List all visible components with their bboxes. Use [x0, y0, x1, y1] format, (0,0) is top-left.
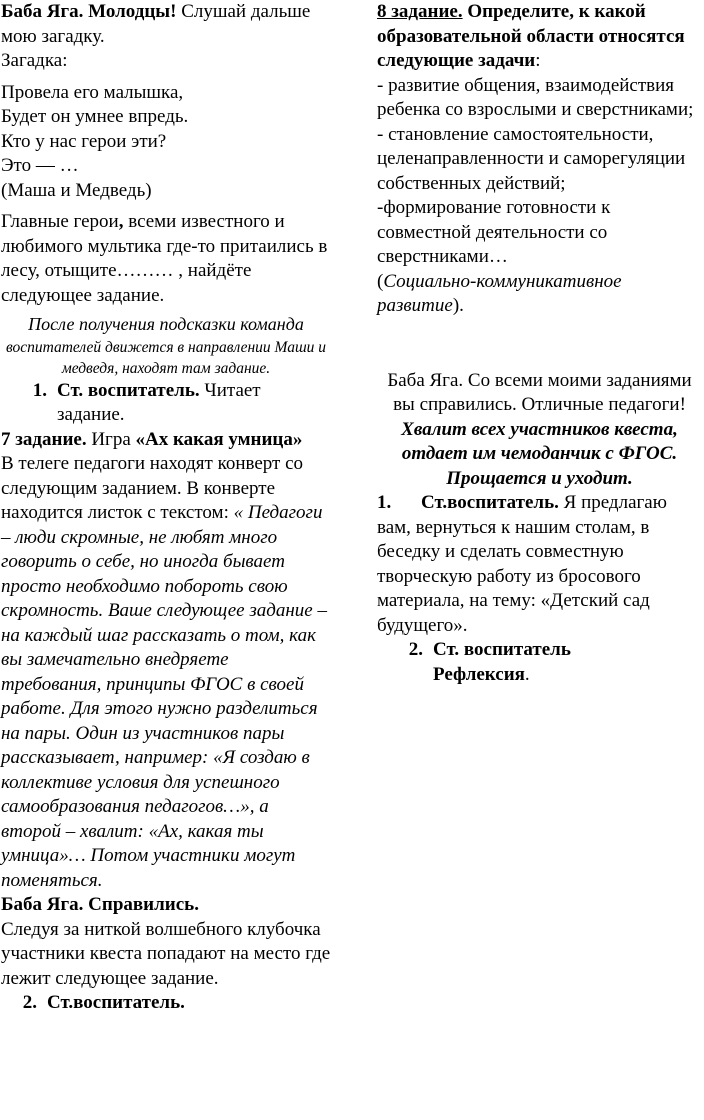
riddle-label: Загадка:: [1, 50, 68, 71]
riddle-line: Кто у нас герои эти?: [1, 130, 167, 152]
stage-direction-line1: После получения подсказки команда: [28, 314, 304, 334]
finale-paragraph: Баба Яга. Со всеми моими заданиями вы справились. Отличные педагоги! Хвалит всех участников квеста, отдает им чемоданчик с ФГОС. Прощается и уходит.: [387, 369, 692, 489]
heroes-paragraph: Главные герои, всеми известного и любимого мультика где-то притаились в лесу, отыщите……… , найдёте следующее задание.: [1, 211, 328, 306]
task-7-heading: 7 задание. Игра «Ах какая умница»: [1, 428, 303, 450]
intro-paragraph: [1, 0, 331, 49]
baba-yaga-remark: Баба Яга. Справились.: [1, 894, 199, 915]
riddle: [1, 81, 331, 204]
list-item: 1. Ст.воспитатель. Я предлагаю вам, вернуться к нашим столам, в беседку и сделать совместную творческую работу из бросового материала, на тему: «Детский сад будущего».: [377, 492, 667, 636]
task-line: - развитие общения, взаимодействия ребенка со взрослыми и сверстниками;: [377, 74, 694, 120]
stage-direction-line2: воспитателей движется в направлении Маши и медведя, находят там задание.: [5, 338, 327, 377]
stage-direction: [1, 312, 331, 379]
task-line: -формирование готовности к совместной деятельности со сверстниками…: [377, 197, 611, 267]
left-column: [1, 0, 331, 1016]
follow-paragraph: Следуя за ниткой волшебного клубочка участники квеста попадают на место где лежит следующее задание.: [1, 918, 331, 989]
riddle-answer: (Маша и Медведь): [1, 179, 152, 201]
right-column: [377, 0, 702, 687]
riddle-line: Будет он умнее впредь.: [1, 106, 189, 127]
answer: (Социально-коммуникативное развитие).: [377, 270, 622, 316]
task-8-heading: 8 задание. Определите, к какой образовательной области относятся следующие задачи:: [377, 1, 685, 71]
riddle-line: Провела его малышка,: [1, 81, 184, 103]
task-line: - становление самостоятельности, целенаправленности и саморегуляции собственных действий;: [377, 123, 686, 194]
riddle-line: Это — …: [1, 155, 79, 176]
list-item: 2. Ст.воспитатель.: [22, 992, 185, 1013]
speaker-baba-yaga: Баба Яга. Молодцы!: [1, 1, 177, 22]
list-item: 1. Ст. воспитатель. Читает задание.: [32, 379, 261, 425]
task-7-body: В телеге педагоги находят конверт со следующим заданием. В конверте находится листок с текстом: « Педагоги – люди скромные, не любят много говорить о себе, но иногда бывает просто необходимо побороть свою скромность. Ваше следующее задание – на каждый шаг рассказать о том, как вы замечательно внедряете требования, принципы ФГОС в своей работе. Для этого нужно разделиться на пары. Один из участников пары рассказывает, например: «Я создаю в коллективе условия для успешного самообразования педагогов…», а второй – хвалит: «Ах, какая ты умница»… Потом участники могут поменяться.: [1, 453, 327, 891]
list-item: 2. Ст. воспитатель Рефлексия.: [408, 639, 571, 685]
intro-text: Слушай дальше мою загадку.: [1, 1, 311, 47]
